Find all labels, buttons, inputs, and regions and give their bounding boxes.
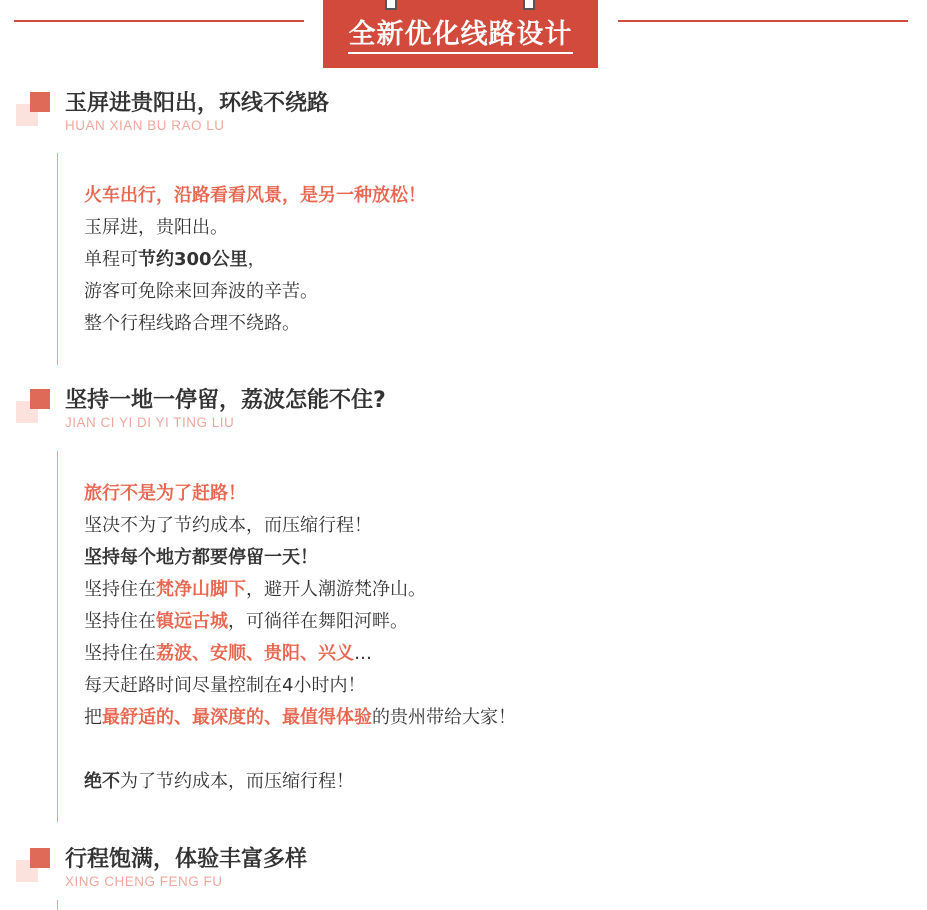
body-text: ，: [247, 249, 266, 270]
body-line: [84, 670, 516, 702]
bold-text: 坚持每个地方都要停留一天！: [84, 547, 318, 568]
body-line: [84, 766, 516, 798]
banner-hanger-right: [523, 0, 535, 10]
highlight-text: 火车出行，沿路看看风景，是另一种放松！: [84, 185, 426, 206]
body-text: 坚持住在: [84, 579, 156, 600]
body-line: [84, 510, 516, 542]
body-text: …: [354, 643, 372, 664]
title-banner: [323, 0, 598, 68]
body-line: [84, 276, 426, 308]
blank-line: [84, 734, 516, 766]
section-marker-dark: [30, 848, 50, 868]
body-line: [84, 702, 516, 734]
section-header-2: [14, 389, 814, 449]
highlight-text: 梵净山脚下: [156, 579, 246, 600]
highlight-text: 最舒适的、最深度的、最值得体验: [102, 707, 372, 728]
body-text: 玉屏进，贵阳出。: [84, 217, 228, 238]
section-title: 坚持一地一停留，荔波怎能不住?: [65, 388, 386, 413]
body-text: 坚持住在: [84, 643, 156, 664]
bold-text: 绝不: [84, 771, 120, 792]
body-text: 坚持住在: [84, 611, 156, 632]
body-text: 把: [84, 707, 102, 728]
highlight-text: 旅行不是为了赶路！: [84, 483, 246, 504]
highlight-text: 镇远古城: [156, 611, 228, 632]
body-text: 为了节约成本，而压缩行程！: [120, 771, 354, 792]
body-line: [84, 478, 516, 510]
body-text: 整个行程线路合理不绕路。: [84, 313, 300, 334]
section-divider-line: [57, 153, 58, 365]
body-text: 游客可免除来回奔波的辛苦。: [84, 281, 318, 302]
section-body-1: [84, 180, 426, 340]
header-rule-left: [14, 20, 304, 22]
body-line: [84, 638, 516, 670]
section-header-1: [14, 92, 814, 152]
body-line: [84, 308, 426, 340]
section-title: 行程饱满，体验丰富多样: [65, 847, 308, 872]
header-rule-right: [618, 20, 908, 22]
body-text: 单程可: [84, 249, 138, 270]
highlight-text: 荔波、安顺、贵阳、兴义: [156, 643, 354, 664]
section-marker-dark: [30, 389, 50, 409]
body-text: 的贵州带给大家！: [372, 707, 516, 728]
body-line: [84, 180, 426, 212]
body-line: [84, 542, 516, 574]
body-line: [84, 606, 516, 638]
banner-hanger-left: [385, 0, 397, 10]
section-subtitle: JIAN CI YI DI YI TING LIU: [65, 415, 235, 430]
section-title: 玉屏进贵阳出，环线不绕路: [65, 91, 330, 116]
bold-text: 节约300公里: [138, 249, 248, 270]
body-line: [84, 244, 426, 276]
section-body-2: [84, 478, 516, 798]
body-text: ，避开人潮游梵净山。: [246, 579, 426, 600]
body-text: ，可徜徉在舞阳河畔。: [228, 611, 408, 632]
body-text: 坚决不为了节约成本，而压缩行程！: [84, 515, 372, 536]
section-marker-dark: [30, 92, 50, 112]
body-line: [84, 574, 516, 606]
section-header-3: [14, 848, 814, 908]
section-subtitle: XING CHENG FENG FU: [65, 874, 223, 889]
body-text: 每天赶路时间尽量控制在4小时内！: [84, 675, 366, 696]
section-subtitle: HUAN XIAN BU RAO LU: [65, 118, 225, 133]
section-divider-line: [57, 451, 58, 822]
banner-underline: [348, 52, 573, 54]
banner-title: 全新优化线路设计: [348, 19, 573, 50]
body-line: [84, 212, 426, 244]
section-divider-line: [57, 900, 58, 910]
